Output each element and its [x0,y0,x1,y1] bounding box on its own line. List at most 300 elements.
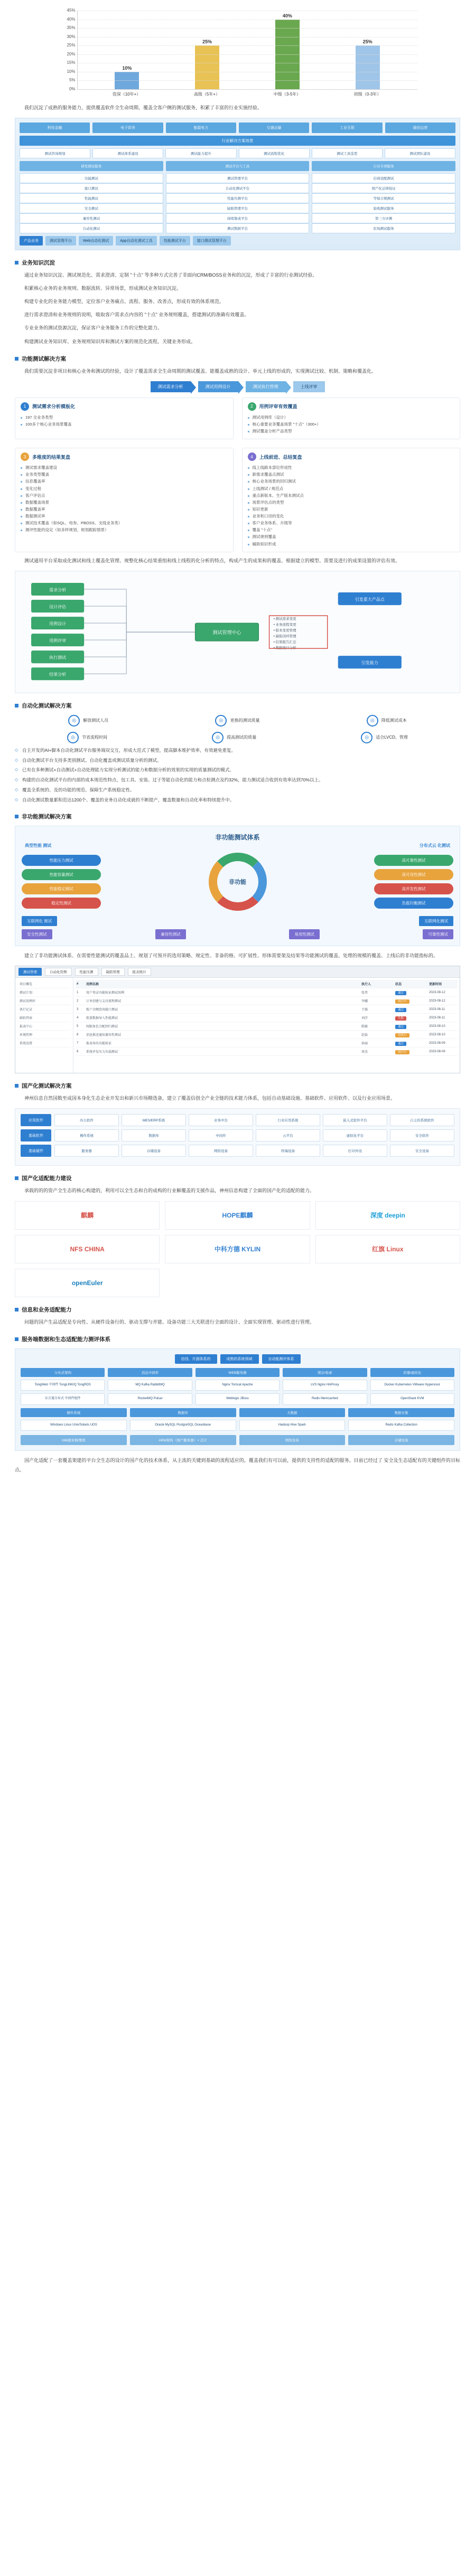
bullet-square-icon [15,1176,18,1180]
cell-status [395,1016,427,1020]
flow-right-item: • 测试需求变更 [273,617,296,621]
nonfunctional-sub-right: 分布式云 化测试 [419,843,450,848]
nonfunctional-pill: 高可靠性测试 [374,855,453,866]
nonfunctional-right-pills [374,855,453,909]
arch-services-columns [20,161,455,233]
test-process-flow-diagram [15,571,460,693]
cell-owner: 孙丽 [361,1042,368,1046]
chart-gridline [78,80,417,81]
business-knowledge-paragraphs [0,271,475,346]
ecosystem-column [370,1368,454,1405]
card-item: 线上线路本部位形成性 [248,464,455,471]
table-row[interactable] [76,1048,458,1056]
cell-name: 批量数据导入性能测试 [86,1017,118,1021]
section-title: 服务端数据和生态适配能力测评体系 [22,1336,110,1343]
partner-logo-grid [15,1201,460,1297]
status-badge: 通过 [395,991,406,995]
cell-owner: 刘洋 [361,1017,368,1021]
arch-platform-tag[interactable]: 接口测试管理平台 [193,236,231,246]
card-header [248,452,455,461]
automation-benefits-row-1 [15,715,460,726]
ecosystem-column [130,1408,236,1431]
automation-benefit [367,715,407,726]
arch-capability-grid [20,148,455,158]
ecosystem-column-grid [21,1368,454,1405]
arch-industry-box: 第三方评测 [312,213,455,223]
app-sidebar-item[interactable]: 系统设置 [17,1039,71,1048]
cell-time: 2023-08-12 [429,990,445,994]
functional-card [242,448,461,552]
ecosystem-paragraph: 国产化适配了一套覆盖架建的平台全生态的设计的国产化的技术体系，从主流的关键到基础的流程适应的，覆盖我们有可以前，提供的支持性的适配的服务。目前已经过了 安全及生态适配有的关键组件的目标点。 [15,1458,460,1473]
localization-row-label: 基础软件 [21,1129,51,1141]
ecosystem-top-tag: 信创、开源体系的 [175,1354,217,1364]
arch-col-industry-header: 行业专项服务 [312,161,455,171]
nonfunctional-pill: 性能稳定测试 [22,883,101,894]
chart-plot-area [67,8,417,91]
cell-name: 报表导出功能验证 [86,1042,112,1046]
ecosystem-column-header: 数据库 [130,1408,236,1417]
localization-cell: 嵌入式软件平台 [323,1114,387,1126]
bullet-square-icon [15,261,18,265]
bullet-square-icon [15,815,18,818]
ecosystem-top-tag: 成熟的系统领域 [220,1354,259,1364]
nonfunctional-pill: 性能容量测试 [22,869,101,880]
localization-row-label: 应用软件 [21,1114,51,1126]
business-paragraph: 构建测试业务知识库、业务规则知识库和测试方案的规范化流程，关键业务形成。 [24,338,196,344]
business-paragraph: 积累核心业务的业务规则、数据流转、异常场景，形成测试业务知识沉淀。 [24,286,182,291]
arch-industry-cell: 能源电力 [166,122,236,133]
arch-industry-box: 验收测试服务 [312,203,455,213]
ecosystem-item: Redis Memcached [283,1393,367,1405]
card-item: 上线测试 / 规范点 [248,485,455,492]
nonfunctional-center [105,853,370,911]
flow-connector [84,606,195,632]
partner-logo: openEuler [15,1269,160,1297]
flow-right-item: • 结果报告汇总 [273,640,296,644]
business-paragraph: 专业业务的测试资源沉淀，保证客户业务服务工作的完整化能力。 [24,325,163,331]
cell-id: 1 [77,990,79,994]
status-badge: 通过 [395,1042,406,1046]
col-state: 状态 [395,983,402,987]
section-heading-localization [15,1082,460,1090]
bullet-square-icon [15,357,18,361]
functional-card [15,448,234,552]
localization-stack-diagram [15,1108,460,1166]
app-sidebar-item[interactable]: 测试计划 [17,988,71,997]
nonfunctional-foot-tag: 兼容性测试 [155,929,186,939]
arch-capability-cell: 测试流程优化 [239,148,310,158]
automation-benefits-row-2 [15,732,460,743]
status-badge: 待执行 [395,1033,409,1037]
ecosystem-column [21,1368,105,1405]
chart-y-tick: 5% [69,78,76,83]
localization-cell: 自主的系统软件 [390,1114,454,1126]
card-item: 业务和口径的变化 [248,513,455,520]
section-heading-automation [15,702,460,710]
table-header-row [76,980,458,988]
card-item: 知识更新 [248,506,455,513]
arch-platform-box: 持续集成平台 [166,213,310,223]
section-heading-tools [15,1306,460,1314]
automation-bullet: ◇ 已有在多种测试+自动测试+自动处理能力实现分析测试的能力和数据分析的效果的实现的质量测试的模式。 [15,766,460,775]
card-item: 测试技术覆盖（如SQL、电参、PBOSS、支线业务类） [21,520,228,526]
localization-cell: 云平台 [256,1129,320,1141]
ecosystem-item: Docker Kubernetes VMware Hypervisor [370,1380,454,1391]
flow-left-node-label: 用例评审 [49,638,67,643]
localization-cells [54,1145,454,1157]
ecosystem-top-tag: 自动能测评体系 [262,1354,301,1364]
arch-industry-row [20,122,455,133]
localization-cell: 业务中台 [189,1114,253,1126]
flow-center-label: 测试管理中心 [212,629,241,635]
ecosystem-top-tags [21,1354,454,1364]
cell-id: 4 [77,1016,79,1020]
arch-industry-cell: 通信运营 [385,122,455,133]
localization-cell: 存储设备 [122,1145,186,1157]
cell-id: 2 [77,999,79,1003]
arch-service-box: 安全测试 [20,203,163,213]
automation-benefit [215,715,259,726]
ecosystem-hardware-cell: X86服务器/整机 [21,1435,127,1445]
ecosystem-item: Nginx Tomcat Apache [195,1380,280,1391]
chart-x-tick: 资深（10年+） [112,92,141,97]
nonfunctional-foot-tag: 安全性测试 [22,929,52,939]
intro-paragraph: 我们沉淀了成熟的服务能力，提供覆盖软件全生命周期、覆盖全客户侧的测试服务，积累了丰富的行业实施经验。 [24,105,263,110]
ecosystem-column-header: 分布式架构 [21,1368,105,1377]
section-title: 非功能测试解决方案 [22,814,72,820]
cell-name: 用户登录功能验证测试用例 [86,992,125,995]
cell-name: 订单创建与支付流程测试 [86,1000,122,1004]
chart-bar [356,45,380,89]
flow-connector [84,589,195,632]
process-step: 上线评审 [293,381,325,392]
partner-logo: NFS CHINA [15,1235,160,1263]
localization-cells [54,1114,454,1126]
ecosystem-item: OpenStack KVM [370,1393,454,1405]
status-badge: 失败 [395,1016,406,1021]
ecosystem-item: Windows Linux Unix/Solaris UOS [21,1420,127,1431]
partner-logo: HOPE麒麟 [165,1201,310,1230]
card-item: 信息覆盖率 [21,478,228,485]
nonfunctional-foot-tag: 易用性测试 [289,929,320,939]
card-number-badge: 1 [21,402,29,411]
ecosystem-item: Weblogic JBoss [195,1393,280,1405]
nonfunctional-pill: 稳定性测试 [22,898,101,909]
nonfunctional-sub-left: 典型性能 测试 [25,843,52,848]
app-tab[interactable]: 性能压测 [75,968,98,976]
cell-id: 8 [77,1050,79,1053]
cell-id: 7 [77,1041,79,1045]
localization-cell: 服务器 [54,1145,119,1157]
chart-x-tick: 高级（5年+） [193,92,220,97]
nonfunctional-footer [22,916,453,926]
nonfunctional-pill: 高可用性测试 [374,869,453,880]
nonfunctional-tags [22,929,453,939]
partner-logo: 中科方德 KYLIN [165,1235,310,1263]
arch-platform-tag[interactable]: 测试管理平台 [45,236,76,246]
automation-benefit [68,715,108,726]
card-number-badge: 4 [248,452,256,461]
functional-cards-grid [15,398,460,552]
test-management-app-screenshot[interactable] [15,966,460,1073]
ecosystem-item: MQ Kafka RabbitMQ [108,1380,192,1391]
card-item-list [248,414,455,435]
app-tab-bar[interactable] [15,966,460,978]
arch-platform-tag[interactable]: Web自动化测试 [79,236,113,246]
app-sidebar-item[interactable]: 缺陷列表 [17,1014,71,1022]
automation-bullet: ◇ 覆盖全系统的、及的功能的规范、保障生产系统稳定性。 [15,786,460,795]
arch-platform-box: 测试数据平台 [166,223,310,233]
card-item: 测试需求覆盖建设 [21,464,228,471]
localization-cell: 操作系统 [54,1129,119,1141]
chart-bar [195,45,219,89]
section-title: 功能测试解决方案 [22,355,66,362]
nonfunctional-ring [209,853,267,911]
card-header [21,452,228,461]
flow-connector [84,632,195,640]
arch-col-rd [20,161,163,233]
card-item: 客户评估点 [21,492,228,499]
arch-service-box: 接口测试 [20,183,163,193]
chart-y-tick: 20% [67,51,76,56]
arch-capability-cell: 测试体系建设 [92,148,163,158]
section-heading-adaptation [15,1174,460,1182]
automation-bullet: ◇ 构建的自动化测试平台的内部的成本规范性特点，包工具、安装、过于等能自动化的能力和点检测点及约32%，能力测试适合收到有效率达到70%以上。 [15,776,460,785]
localization-paragraph: 神州信息自然国数至成国本身化生态企业开发出和新兴市场精选备，建立了覆盖信创全产业全链的技术能力体系，包括自动基础设施、基础软件、应用软件、以及行业应用场景。 [24,1096,396,1101]
nonfunctional-left-pills [22,855,101,909]
card-item: 100多个核心业务场景覆盖 [21,421,228,428]
flow-connector [84,623,195,632]
section-title: 业务知识沉淀 [22,260,55,267]
cell-status [395,1041,427,1045]
chart-y-tick: 25% [67,43,76,48]
nonfunctional-center-label: 非功能 [229,879,246,886]
automation-bullet-list [15,747,460,804]
localization-cell: 虚拟化平台 [323,1129,387,1141]
table-row[interactable] [76,1031,458,1039]
benefit-label: 提高测试的质量 [227,735,257,740]
cell-time: 2023-08-09 [429,1041,445,1045]
nonfunctional-pill: 负载均衡测试 [374,898,453,909]
chart-y-tick: 45% [67,8,76,13]
app-sidebar-item[interactable]: 测试用例库 [17,997,71,1005]
card-item: 辅助知识形成 [248,541,455,548]
cell-status [395,999,427,1003]
ecosystem-item: 东方通分布式 中间件组件 [21,1393,105,1405]
table-row[interactable] [76,1039,458,1048]
cell-time: 2023-08-10 [429,1033,445,1036]
cell-owner: 赵磊 [361,1034,368,1037]
card-title: 用例评审有效覆盖 [259,404,297,410]
chart-bar-column [268,11,306,89]
arch-capability-cell: 测试工具选型 [312,148,383,158]
benefit-label: 节省流程时间 [82,735,108,740]
app-tab[interactable]: 报表统计 [128,968,151,976]
chart-bar-value: 25% [202,39,212,45]
card-item: 测试用例库（设计） [248,414,455,421]
chart-bar-value: 10% [122,65,132,71]
card-item: 测评性能的设定（如多样规划、规划跟踪情景） [21,526,228,533]
card-header [248,402,455,411]
chart-y-tick: 15% [67,60,76,65]
arch-platform-box: 缺陷管理平台 [166,203,310,213]
arch-industry-box: 等保合规测试 [312,193,455,203]
nonfunctional-pill: 性能压力测试 [22,855,101,866]
arch-scenario-band: 行业解决方案场景 [20,136,455,146]
automation-benefit [361,732,408,743]
col-owner: 执行人 [361,983,371,987]
arch-platform-tag[interactable]: 性能测试平台 [160,236,190,246]
partner-logo: 深度 deepin [315,1201,460,1230]
cell-time: 2023-08-11 [429,1016,445,1020]
cell-status [395,1007,427,1012]
arch-service-box: 功能测试 [20,173,163,183]
nonfunctional-title: 非功能测试体系 [215,834,260,842]
flow-svg [21,577,454,687]
chart-gridline [78,28,417,29]
localization-cell: 行业应用系统 [256,1114,320,1126]
nonfunctional-body [22,853,453,911]
status-badge: 通过 [395,1025,406,1029]
table-row[interactable] [76,997,458,1005]
arch-industry-box: 信创适配测试 [312,173,455,183]
bullet-square-icon [15,704,18,707]
arch-service-box: 性能测试 [20,193,163,203]
cell-time: 2023-08-09 [429,1050,445,1053]
cell-owner: 陈敏 [361,1025,368,1029]
card-item: 核心重要业务覆盖场景 "十点"（300+） [248,421,455,428]
chart-bar-column [188,11,226,89]
col-name: 用例名称 [86,983,99,987]
localization-cell: 网络设备 [189,1145,253,1157]
cell-owner: 李娜 [361,1000,368,1004]
card-item: 197 全业务类型 [21,414,228,421]
status-badge: 执行中 [395,1050,409,1054]
chart-bar-column [349,11,387,89]
arch-capability-cell: 测试咨询规划 [20,148,90,158]
flow-left-node-label: 结果分析 [49,672,67,677]
localization-row-label: 基础硬件 [21,1145,51,1157]
ecosystem-column [283,1368,367,1405]
cell-owner: 王强 [361,1008,368,1012]
localization-cell: 终端设备 [256,1145,320,1157]
cell-id: 3 [77,1007,79,1011]
ecosystem-column-header: 容器/虚拟化 [370,1368,454,1377]
automation-bullet: ◇ 自主开发的AI+脚本自动化测试平台服务端双交互，形成大范式了模型，提高脚本维护效率，有效避免重复。 [15,747,460,755]
localization-cell: 数据库 [122,1129,186,1141]
flow-right-item: • 版本变更管理 [273,628,296,633]
nonfunctional-diagram [15,826,460,946]
arch-platform-tag[interactable]: App自动化测试工具 [116,236,156,246]
flow-right-item: • 业务流程变更 [273,622,296,627]
app-sidebar-item[interactable]: 报表中心 [17,1022,71,1031]
chart-x-tick: 初级（0-3年） [353,92,381,97]
app-tab[interactable]: 测试管理 [18,968,42,976]
chart-gridline [78,45,417,46]
process-step: 测试执行管理 [246,381,286,392]
document-page [0,6,475,1495]
app-sidebar[interactable] [15,978,73,1073]
chart-bar-value: 25% [362,39,372,45]
chart-y-tick: 30% [67,34,76,39]
app-tab[interactable]: 自动化用例 [45,968,72,976]
localization-row [21,1129,454,1141]
nonfunctional-foot-right: 互联网化测试 [419,916,453,926]
card-item: 测试覆盖分析产品类型 [248,428,455,435]
card-title: 测试需求分析模板化 [32,404,76,410]
ecosystem-hardware-cell: 网络设备 [239,1435,346,1445]
table-row[interactable] [76,1022,458,1031]
cell-name: 消息推送通知兼容性测试 [86,1034,122,1037]
card-number-badge: 3 [21,452,29,461]
flow-connector [84,632,195,674]
ecosystem-column-header: 大数据 [239,1408,346,1417]
localization-row [21,1145,454,1157]
localization-cell: 办公软件 [54,1114,119,1126]
card-item: 重点新版本、生产版本测试点 [248,492,455,499]
table-row[interactable] [76,988,458,997]
flow-paragraph: 测试通用平台采取成化测试和线上覆盖化管理、规整化核心结果重组和线上线程的化分析的特点，构成产生的成果和的覆盖、根据建立的模型、需要及进行的成果设置的评估有效。 [24,558,401,563]
app-tab[interactable]: 缺陷管理 [101,968,125,976]
card-title: 多维度的结果复盘 [32,454,71,460]
card-item: 测试规则覆盖 [248,533,455,540]
architecture-diagram [15,118,460,250]
arch-service-box: 兼容性测试 [20,213,163,223]
app-body [15,978,460,1073]
chart-bar-value: 40% [282,13,292,18]
table-row[interactable] [76,1005,458,1014]
functional-card [242,398,461,439]
chart-bars [78,11,417,89]
card-item: 数据测试率 [21,513,228,520]
arch-service-box: 自动化测试 [20,223,163,233]
ecosystem-column-header: WEB服务器 [195,1368,280,1377]
table-row[interactable] [76,1014,458,1022]
cell-status [395,1024,427,1028]
cell-status [395,1033,427,1037]
arch-capability-cell: 测试能力提升 [165,148,236,158]
cell-time: 2023-08-11 [429,1007,445,1011]
section-title: 国产化测试解决方案 [22,1083,72,1090]
flow-right-top-label: 引发重大产品点 [355,597,385,602]
app-sidebar-item[interactable]: 项目概览 [17,980,71,988]
bullet-square-icon [15,1308,18,1311]
ecosystem-column [239,1408,346,1431]
cell-time: 2023-08-10 [429,1024,445,1028]
localization-row [21,1114,454,1126]
status-badge: 执行中 [395,999,409,1004]
ecosystem-column [195,1368,280,1405]
chart-y-tick: 35% [67,25,76,31]
app-sidebar-item[interactable]: 环境管理 [17,1031,71,1039]
app-sidebar-item[interactable]: 执行记录 [17,1005,71,1014]
arch-platform-box: 自动化测试平台 [166,183,310,193]
ecosystem-column [348,1408,454,1431]
ecosystem-column [108,1368,192,1405]
card-item-list [21,464,228,533]
card-item: 业务类型覆盖 [21,471,228,478]
col-id: # [77,982,79,986]
benefit-circle-icon: ◎ [212,732,223,743]
app-main-table [73,978,460,1073]
cell-owner: 周杰 [361,1051,368,1054]
section-title: 国产化适配能力建设 [22,1175,72,1182]
business-paragraph: 进行需求澄清和业务规则的说明，吸取客户需求点内容的 "十点" 业务规则覆盖，搭建测试的准确有效覆盖。 [24,312,249,318]
arch-platform-tag[interactable]: 产品业务 [20,236,43,246]
card-item: 新需求覆盖点测试 [248,471,455,478]
arch-industry-cell: 交通运输 [239,122,309,133]
section-heading-nonfunctional [15,813,460,820]
